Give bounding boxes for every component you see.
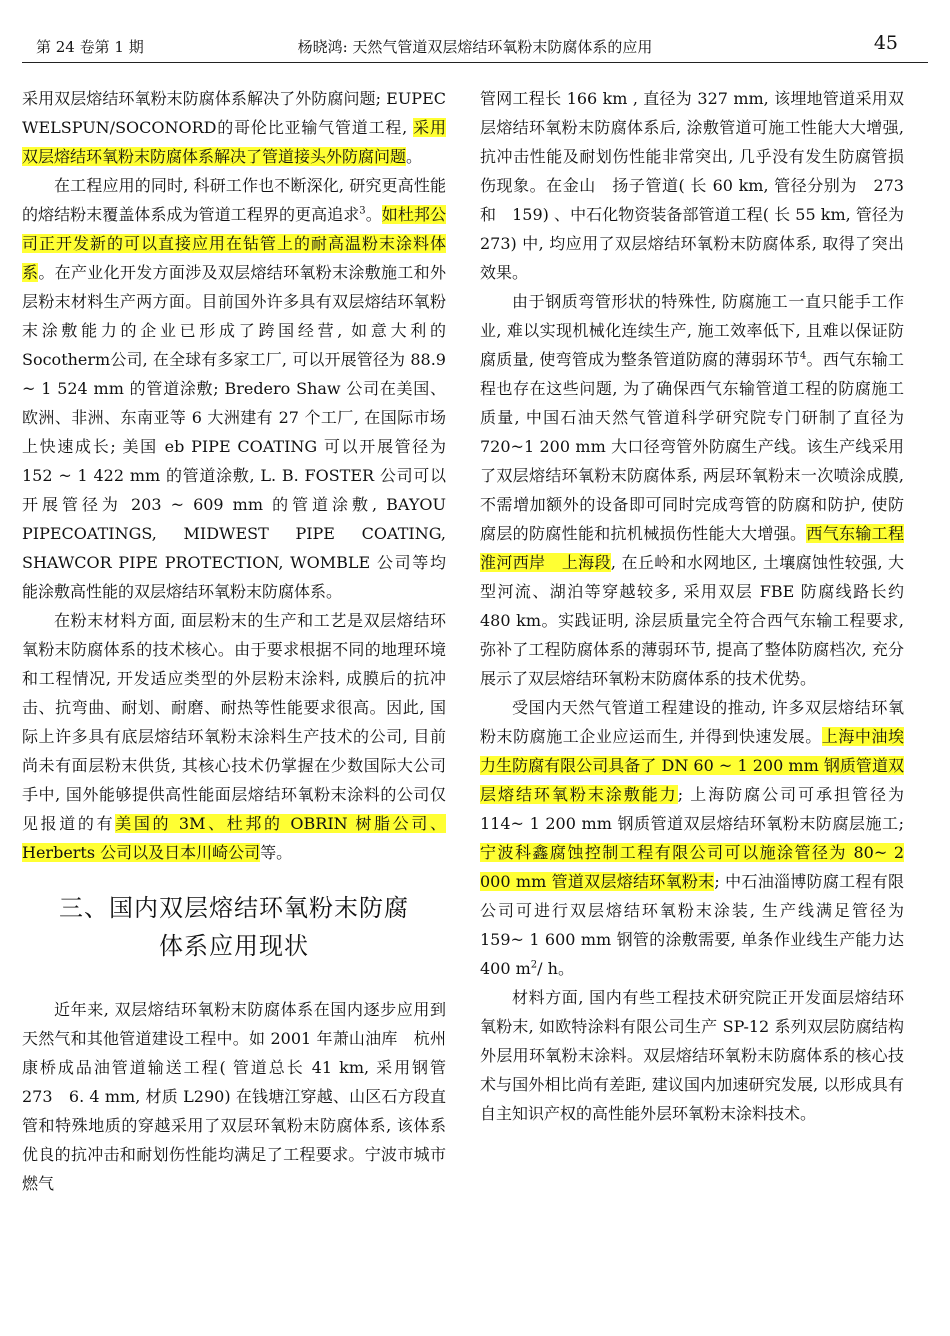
journal-issue: 第 24 卷第 1 期 — [36, 38, 144, 56]
paragraph: 在工程应用的同时, 科研工作也不断深化, 研究更高性能的熔结粉末覆盖体系成为管道工程界的更高追求$^3$。如杜邦公司正开发新的可以直接应用在钻管上的耐高温粉末涂料体系。在产业化开发方面涉及双层熔结环氧粉末涂敷施工和外层粉末材料生产两方面。目前国外许多具有双层熔结环氧粉末涂敷能力的企业已形成了跨国经营, 如意大利的Socotherm公司, 在全球有多家工厂, 可以开展管径为 88.9 ~ 1 524 mm 的管道涂敷; Bredero Shaw 公司在美国、欧洲、非洲、东南亚等 6 大洲建有 27 个工厂, 在国际市场上快速成长; 美国 eb PIPE COATING 可以开展管径为 152 ~ 1 422 mm 的管道涂敷, L. B. FOSTER 公司可以开展管径为 203 ~ 609 mm 的管道涂敷, BAYOU PIPECOATINGS, MIDWEST PIPE COATING, SHAWCOR PIPE PROTECTION, WOMBLE 公司等均能涂敷高性能的双层熔结环氧粉末防腐体系。 — [22, 176, 446, 601]
highlighted-text: 采用双层熔结环氧粉末防腐体系解决了管道接头外防腐问题 — [22, 118, 446, 166]
highlighted-text: 上海中油埃力生防腐有限公司具备了 DN 60 ~ 1 200 mm 钢质管道双层熔结环氧粉末涂敷能力 — [480, 727, 904, 804]
paragraph: 采用双层熔结环氧粉末防腐体系解决了外防腐问题; EUPEC WELSPUN/SOCONORD的哥伦比亚输气管道工程, 采用双层熔结环氧粉末防腐体系解决了管道接头外防腐问题。 — [22, 89, 446, 166]
paragraph: 近年来, 双层熔结环氧粉末防腐体系在国内逐步应用到天然气和其他管道建设工程中。如 2001 年萧山油库 杭州康桥成品油管道输送工程( 管道总长 41 km, 采用钢管 273 6. 4 mm, 材质 L290) 在钱塘江穿越、山区石方段直管和特殊地质的穿越采用了双层环氧粉末防腐体系, 该体系优良的抗冲击和耐划伤性能均满足了工程要求。宁波市城市燃气 — [22, 1000, 463, 1193]
paragraph: 管网工程长 166 km , 直径为 327 mm, 该埋地管道采用双层熔结环氧粉末防腐体系后, 涂敷管道可施工性能大大增强, 抗冲击性能及耐划伤性能非常突出, 几乎没有发生防腐管损伤现象。在金山 扬子管道( 长 60 km, 管径分别为 273 和 159) 、中石化物资装备部管道工程( 长 55 km, 管径为 273) 中, 均应用了双层熔结环氧粉末防腐体系, 取得了突出效果。 — [480, 89, 921, 282]
highlighted-text: 如杜邦公司正开发新的可以直接应用在钻管上的耐高温粉末涂料体系 — [22, 205, 446, 282]
highlighted-text: 西气东输工程淮河西岸 上海段 — [480, 524, 904, 572]
left-column — [22, 84, 463, 1198]
paragraph: 受国内天然气管道工程建设的推动, 许多双层熔结环氧粉末防腐施工企业应运而生, 并得到快速发展。上海中油埃力生防腐有限公司具备了 DN 60 ~ 1 200 mm 钢质管道双层熔结环氧粉末涂敷能力; 上海防腐公司可承担管径为 114~ 1 200 mm 钢质管道双层熔结环氧粉末防腐层施工; 宁波科鑫腐蚀控制工程有限公司可以施涂管径为 80~ 2 000 mm 管道双层熔结环氧粉末; 中石油淄博防腐工程有限公司可进行双层熔结环氧粉末涂装, 生产线满足管径为 159~ 1 600 mm 钢管的涂敷需要, 单条作业线生产能力达 400 $m^2/$ h。 — [480, 698, 904, 978]
highlighted-text: 宁波科鑫腐蚀控制工程有限公司可以施涂管径为 80~ 2 000 mm 管道双层熔结环氧粉末 — [480, 843, 904, 891]
paragraph: 在粉末材料方面, 面层粉末的生产和工艺是双层熔结环氧粉末防腐体系的技术核心。由于要求根据不同的地理环境和工程情况, 开发适应类型的外层粉末涂料, 成膜后的抗冲击、抗弯曲、耐划、耐磨、耐热等性能要求很高。因此, 国际上许多具有底层熔结环氧粉末涂料生产技术的公司, 目前尚未有面层粉末供货, 其核心技术仍掌握在少数国际大公司手中, 国外能够提供高性能面层熔结环氧粉末涂料的公司仅见报道的有美国的 3M、杜邦的 OBRIN 树脂公司、Herberts 公司以及日本川崎公司等。 — [22, 611, 446, 862]
paragraph: 由于钢质弯管形状的特殊性, 防腐施工一直只能手工作业, 难以实现机械化连续生产, 施工效率低下, 且难以保证防腐质量, 使弯管成为整条管道防腐的薄弱环节$^4$。西气东输工程也存在这些问题, 为了确保西气东输管道工程的防腐施工质量, 中国石油天然气管道科学研究院专门研制了直径为 720~1 200 mm 大口径弯管外防腐生产线。该生产线采用了双层熔结环氧粉末防腐体系, 两层环氧粉末一次喷涂成膜, 不需增加额外的设备即可同时完成弯管的防腐和防护, 使防腐层的防腐性能和抗机械损伤性能大大增强。西气东输工程淮河西岸 上海段, 在丘岭和水网地区, 土壤腐蚀性较强, 大型河流、湖泊等穿越较多, 采用双层 FBE 防腐线路长约 480 km。实践证明, 涂层质量完全符合西气东输工程要求, 弥补了工程防腐体系的薄弱环节, 提高了整体防腐档次, 充分展示了双层熔结环氧粉末防腐体系的技术优势。 — [480, 292, 904, 688]
citation-ref: 3 — [359, 205, 366, 217]
paragraph: 材料方面, 国内有些工程技术研究院正开发面层熔结环氧粉末, 如欧特涂料有限公司生产 SP-12 系列双层防腐结构外层用环氧粉末涂料。双层熔结环氧粉末防腐体系的核心技术与国外相比尚有差距, 建议国内加速研究发展, 以形成具有自主知识产权的高性能外层环氧粉末涂料技术。 — [480, 988, 904, 1123]
section-heading: 三、国内双层熔结环氧粉末防腐 体系应用现状 — [59, 894, 409, 960]
running-header — [22, 28, 928, 63]
citation-ref: 4 — [799, 350, 807, 362]
running-title: 杨晓鸿: 天然气管道双层熔结环氧粉末防腐体系的应用 — [297, 38, 653, 56]
right-column — [480, 84, 921, 1128]
page-number: 45 — [873, 32, 898, 54]
highlighted-text: 美国的 3M、杜邦的 OBRIN 树脂公司、Herberts 公司以及日本川崎公司 — [22, 814, 446, 862]
unit-superscript: 2 — [530, 959, 538, 971]
